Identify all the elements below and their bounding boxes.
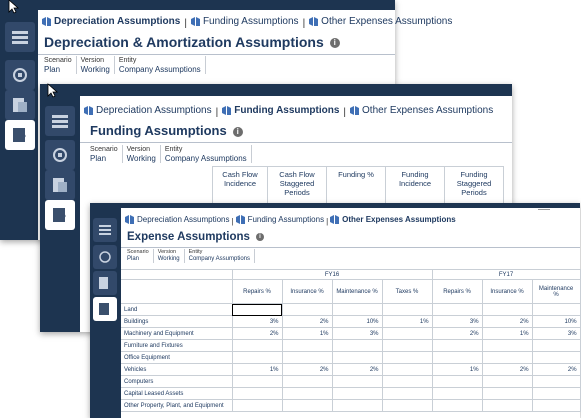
tab-label: Depreciation Assumptions	[96, 105, 212, 116]
table-row	[121, 388, 580, 400]
page-title: Funding Assumptions i	[90, 123, 243, 138]
row-header: Computers	[121, 376, 232, 388]
page-title: Depreciation & Amortization Assumptions i	[44, 34, 340, 50]
sidebar-documents-button[interactable]	[5, 90, 35, 120]
data-cell[interactable]: 2%	[282, 316, 332, 328]
funding-tabbar: Depreciation Assumptions | Funding Assumptions | Other Expenses Assumptions	[84, 105, 512, 118]
column-header: Cash Flow Staggered Periods	[268, 167, 327, 209]
pov-entity[interactable]: Entity Company Assumptions	[185, 249, 255, 263]
data-cell[interactable]: 1%	[382, 316, 432, 328]
row-header: Machinery and Equipment	[121, 328, 232, 340]
minimize-icon[interactable]	[538, 209, 550, 210]
row-header: Capital Leased Assets	[121, 388, 232, 400]
data-cell[interactable]	[482, 304, 532, 316]
row-header: Buildings	[121, 316, 232, 328]
data-cell[interactable]	[282, 304, 332, 316]
data-cell[interactable]	[532, 352, 580, 364]
data-cell[interactable]: 2%	[282, 364, 332, 376]
pov-scenario[interactable]: Scenario Plan	[90, 145, 123, 163]
pov-version[interactable]: Version Working	[154, 249, 185, 263]
sidebar-list-button[interactable]	[45, 106, 75, 136]
sidebar-refresh-button[interactable]	[93, 245, 117, 269]
sidebar	[40, 84, 80, 332]
data-cell[interactable]	[482, 352, 532, 364]
column-header: Taxes %	[382, 280, 432, 304]
pov-scenario[interactable]: Scenario Plan	[127, 249, 154, 263]
data-cell[interactable]	[482, 388, 532, 400]
column-header: Funding Incidence	[386, 167, 445, 209]
sidebar-form-help-button[interactable]	[45, 200, 75, 230]
pov-version[interactable]: Version Working	[77, 56, 115, 74]
data-cell[interactable]	[432, 340, 482, 352]
refresh-icon	[51, 146, 69, 164]
data-cell[interactable]	[282, 400, 332, 412]
sidebar-form-help-button[interactable]	[5, 120, 35, 150]
data-cell[interactable]	[332, 376, 382, 388]
data-cell[interactable]	[232, 376, 282, 388]
data-cell[interactable]	[432, 376, 482, 388]
data-cell[interactable]	[432, 352, 482, 364]
pov-bar	[127, 249, 255, 263]
tab-label: Depreciation Assumptions	[137, 215, 230, 224]
data-cell[interactable]	[282, 388, 332, 400]
data-cell[interactable]	[332, 304, 382, 316]
data-cell[interactable]	[382, 304, 432, 316]
table-row	[121, 400, 580, 412]
data-cell[interactable]	[232, 400, 282, 412]
list-icon	[51, 112, 69, 130]
sidebar-documents-button[interactable]	[93, 271, 117, 295]
pov-entity[interactable]: Entity Company Assumptions	[115, 56, 206, 74]
depreciation-tabbar: Depreciation Assumptions | Funding Assumptions | Other Expenses Assumptions	[42, 16, 395, 29]
column-header: Repairs %	[232, 280, 282, 304]
data-cell[interactable]: 3%	[532, 328, 580, 340]
tab-grid-icon	[236, 215, 245, 224]
sidebar-form-help-button[interactable]	[93, 297, 117, 321]
list-icon	[98, 223, 112, 237]
sidebar-list-button[interactable]	[93, 218, 117, 242]
row-header: Vehicles	[121, 364, 232, 376]
mouse-cursor-icon	[47, 84, 57, 98]
data-cell[interactable]	[332, 352, 382, 364]
data-cell[interactable]	[382, 400, 432, 412]
pov-version[interactable]: Version Working	[123, 145, 161, 163]
tab-funding-assumptions[interactable]	[236, 215, 325, 224]
column-header: Maintenance %	[532, 280, 580, 304]
data-cell[interactable]: 1%	[232, 364, 282, 376]
data-cell[interactable]: 3%	[232, 316, 282, 328]
data-cell[interactable]	[432, 304, 482, 316]
column-header: Insurance %	[482, 280, 532, 304]
tab-depreciation-assumptions[interactable]	[84, 105, 212, 116]
tab-other-expenses-assumptions[interactable]	[309, 16, 452, 27]
tab-grid-icon	[350, 106, 359, 115]
tab-label: Other Expenses Assumptions	[321, 16, 453, 27]
data-cell[interactable]	[382, 340, 432, 352]
data-cell[interactable]	[482, 400, 532, 412]
data-cell[interactable]	[382, 352, 432, 364]
data-cell[interactable]: 2%	[232, 328, 282, 340]
row-header: Land	[121, 304, 232, 316]
sidebar	[0, 10, 40, 240]
mouse-cursor-icon	[8, 0, 18, 14]
expense-grid	[121, 269, 581, 412]
data-cell[interactable]: 2%	[482, 316, 532, 328]
column-header: Funding %	[327, 167, 386, 209]
data-cell[interactable]: 2%	[532, 364, 580, 376]
period-header-fy17: FY17	[432, 270, 580, 280]
row-header: Furniture and Fixtures	[121, 340, 232, 352]
sidebar-refresh-button[interactable]	[5, 60, 35, 90]
tab-label: Funding Assumptions	[234, 105, 340, 116]
svg-text:?: ?	[20, 133, 27, 144]
tab-grid-icon	[125, 215, 134, 224]
data-cell[interactable]: 3%	[432, 316, 482, 328]
data-cell[interactable]	[332, 400, 382, 412]
data-cell[interactable]	[532, 304, 580, 316]
refresh-icon	[98, 250, 112, 264]
form-help-icon	[51, 206, 69, 224]
data-cell[interactable]	[532, 376, 580, 388]
column-header: Insurance %	[282, 280, 332, 304]
sidebar-refresh-button[interactable]	[45, 140, 75, 170]
tab-grid-icon	[222, 106, 231, 115]
data-cell[interactable]: 2%	[482, 364, 532, 376]
info-icon[interactable]: i	[256, 233, 264, 241]
data-cell[interactable]	[482, 340, 532, 352]
column-header: Repairs %	[432, 280, 482, 304]
data-cell[interactable]	[382, 364, 432, 376]
data-cell[interactable]	[232, 352, 282, 364]
data-cell[interactable]: 2%	[432, 328, 482, 340]
data-cell[interactable]	[382, 376, 432, 388]
pov-bar	[90, 145, 252, 163]
data-cell[interactable]	[432, 388, 482, 400]
tab-grid-icon	[84, 106, 93, 115]
tab-depreciation-assumptions[interactable]	[125, 215, 230, 224]
documents-icon	[98, 276, 112, 290]
table-row	[121, 352, 580, 364]
form-help-icon	[11, 126, 29, 144]
data-cell[interactable]	[532, 400, 580, 412]
table-row	[121, 304, 580, 316]
column-header: Cash Flow Incidence	[213, 167, 268, 209]
data-cell[interactable]	[232, 340, 282, 352]
data-cell[interactable]: 10%	[532, 316, 580, 328]
tab-label: Funding Assumptions	[247, 215, 325, 224]
pov-bar	[44, 56, 206, 74]
data-cell[interactable]: 1%	[432, 364, 482, 376]
tab-grid-icon	[330, 215, 339, 224]
tab-label: Other Expenses Assumptions	[342, 215, 456, 224]
data-cell[interactable]	[282, 376, 332, 388]
corner-cell	[121, 280, 232, 304]
tab-grid-icon	[309, 17, 318, 26]
pov-entity[interactable]: Entity Company Assumptions	[161, 145, 252, 163]
data-cell[interactable]	[282, 352, 332, 364]
column-header: Maintenance %	[332, 280, 382, 304]
documents-icon	[11, 96, 29, 114]
pov-scenario[interactable]: Scenario Plan	[44, 56, 77, 74]
sidebar-documents-button[interactable]	[45, 170, 75, 200]
tab-grid-icon	[42, 17, 51, 26]
tab-label: Depreciation Assumptions	[54, 16, 181, 27]
data-cell[interactable]	[332, 388, 382, 400]
list-icon	[11, 28, 29, 46]
info-icon[interactable]: i	[233, 127, 243, 137]
data-cell[interactable]	[232, 304, 282, 316]
table-row	[121, 328, 580, 340]
tab-label: Other Expenses Assumptions	[362, 105, 494, 116]
data-cell[interactable]: 1%	[282, 328, 332, 340]
svg-text:?: ?	[60, 213, 67, 224]
sidebar	[90, 203, 120, 418]
tab-other-expenses-assumptions[interactable]	[330, 215, 456, 224]
data-cell[interactable]	[282, 340, 332, 352]
documents-icon	[51, 176, 69, 194]
data-cell[interactable]	[382, 388, 432, 400]
table-row	[121, 364, 580, 376]
page-title: Expense Assumptions i	[127, 231, 264, 243]
corner-cell	[121, 270, 232, 280]
tab-label: Funding Assumptions	[202, 16, 299, 27]
sidebar-list-button[interactable]	[5, 22, 35, 52]
data-cell[interactable]	[532, 340, 580, 352]
expense-panel	[121, 208, 580, 418]
info-icon[interactable]: i	[330, 38, 340, 48]
period-header-fy16: FY16	[232, 270, 432, 280]
data-cell[interactable]	[332, 340, 382, 352]
table-row	[121, 316, 580, 328]
expense-tabbar: Depreciation Assumptions | Funding Assumptions | Other Expenses Assumptions	[125, 215, 580, 226]
form-help-icon	[98, 302, 112, 316]
table-row	[121, 376, 580, 388]
tab-funding-assumptions[interactable]	[222, 105, 339, 116]
tab-other-expenses-assumptions[interactable]	[350, 105, 493, 116]
table-row	[121, 340, 580, 352]
tab-depreciation-assumptions[interactable]	[42, 16, 180, 27]
data-cell[interactable]	[432, 400, 482, 412]
data-cell[interactable]: 10%	[332, 316, 382, 328]
refresh-icon	[11, 66, 29, 84]
data-cell[interactable]: 3%	[332, 328, 382, 340]
row-header: Other Property, Plant, and Equipment	[121, 400, 232, 412]
tab-funding-assumptions[interactable]	[191, 16, 299, 27]
row-header: Office Equipment	[121, 352, 232, 364]
data-cell[interactable]	[532, 388, 580, 400]
column-header: Funding Staggered Periods	[445, 167, 504, 209]
data-cell[interactable]	[232, 388, 282, 400]
tab-grid-icon	[191, 17, 200, 26]
data-cell[interactable]: 1%	[482, 328, 532, 340]
data-cell[interactable]	[382, 328, 432, 340]
window-expense	[90, 203, 580, 418]
data-cell[interactable]: 2%	[332, 364, 382, 376]
data-cell[interactable]	[482, 376, 532, 388]
